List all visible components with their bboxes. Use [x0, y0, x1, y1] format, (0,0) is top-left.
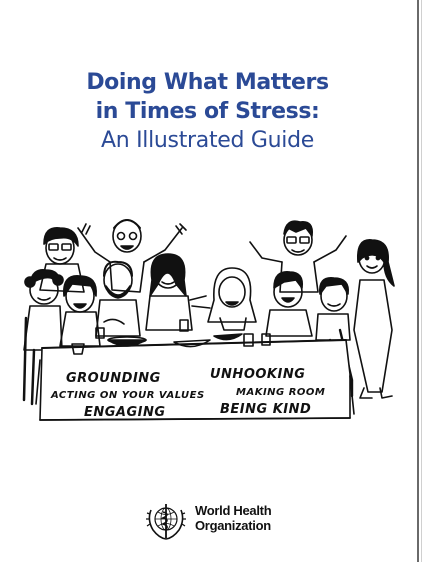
who-name-line-1: World Health: [195, 503, 272, 518]
skill-making-room: MAKING ROOM: [236, 387, 326, 398]
person-woman-headscarf: [146, 254, 210, 330]
skill-grounding: GROUNDING: [66, 371, 161, 386]
who-name-line-2: Organization: [195, 518, 271, 533]
person-woman-standing-right: [354, 240, 394, 398]
skill-acting-on-your-values: ACTING ON YOUR VALUES: [51, 390, 205, 401]
person-man-bearded: [96, 262, 140, 336]
who-name: [195, 503, 271, 533]
person-boy-smiling: [266, 272, 312, 336]
skill-engaging: ENGAGING: [84, 405, 166, 420]
skill-being-kind: BEING KIND: [220, 402, 312, 417]
person-woman-hijab-center: [208, 268, 256, 330]
title-line-2: in Times of Stress:: [95, 99, 320, 124]
subtitle: An Illustrated Guide: [101, 128, 314, 153]
who-emblem-icon: [143, 498, 189, 544]
person-girl-laughing: [60, 276, 100, 346]
skill-unhooking: UNHOOKING: [210, 367, 306, 382]
title-line-1: Doing What Matters: [86, 70, 329, 95]
